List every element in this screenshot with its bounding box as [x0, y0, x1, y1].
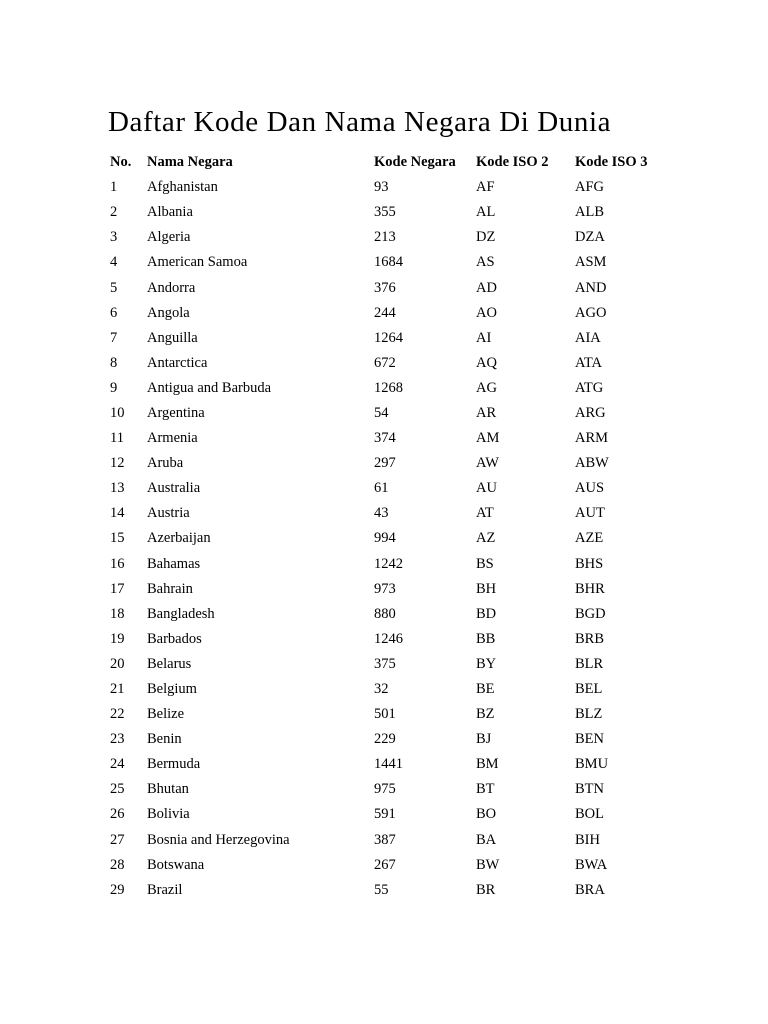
row-iso2: DZ [476, 229, 496, 246]
row-iso3: ATA [575, 354, 603, 371]
table-row [110, 250, 665, 275]
table-row [110, 627, 665, 652]
row-country-code: 61 [374, 480, 389, 497]
table-row [110, 376, 665, 401]
row-country-name: Belize [147, 706, 185, 723]
row-country-name: Bahrain [147, 580, 193, 597]
row-iso2: BO [476, 806, 497, 823]
row-iso3: BRB [575, 630, 605, 647]
table-row [110, 702, 665, 727]
table-row [110, 476, 665, 501]
row-iso3: BIH [575, 831, 600, 848]
row-no: 1 [110, 179, 118, 196]
row-no: 28 [110, 856, 125, 873]
header-country-name: Nama Negara [147, 154, 233, 171]
row-country-code: 672 [374, 354, 396, 371]
row-iso2: AI [476, 329, 492, 346]
table-row [110, 752, 665, 777]
row-country-name: Algeria [147, 229, 191, 246]
row-country-name: Bermuda [147, 756, 201, 773]
row-country-code: 355 [374, 204, 396, 221]
row-iso2: BA [476, 831, 497, 848]
row-no: 9 [110, 379, 118, 396]
row-country-code: 994 [374, 530, 396, 547]
row-iso2: AQ [476, 354, 497, 371]
table-row [110, 451, 665, 476]
row-no: 25 [110, 781, 125, 798]
row-iso2: AT [476, 505, 494, 522]
table-row [110, 225, 665, 250]
row-country-code: 1246 [374, 630, 403, 647]
row-country-code: 973 [374, 580, 396, 597]
header-iso2: Kode ISO 2 [476, 154, 549, 171]
row-country-code: 43 [374, 505, 389, 522]
row-no: 10 [110, 404, 125, 421]
row-iso3: BHR [575, 580, 605, 597]
row-no: 11 [110, 430, 124, 447]
row-iso2: AO [476, 304, 497, 321]
row-country-name: Armenia [147, 430, 198, 447]
row-no: 13 [110, 480, 125, 497]
row-country-name: Antarctica [147, 354, 208, 371]
row-country-code: 975 [374, 781, 396, 798]
row-no: 21 [110, 681, 125, 698]
row-no: 24 [110, 756, 125, 773]
row-no: 27 [110, 831, 125, 848]
header-iso3: Kode ISO 3 [575, 154, 648, 171]
document-title: Daftar Kode Dan Nama Negara Di Dunia [108, 106, 612, 138]
row-iso2: AZ [476, 530, 496, 547]
table-header-row [110, 150, 665, 175]
row-country-name: American Samoa [147, 254, 248, 271]
row-country-name: Benin [147, 731, 182, 748]
table-row [110, 200, 665, 225]
row-iso2: AW [476, 455, 499, 472]
table-row [110, 677, 665, 702]
row-no: 16 [110, 555, 125, 572]
table-row [110, 275, 665, 300]
table-row [110, 326, 665, 351]
header-country-code: Kode Negara [374, 154, 456, 171]
row-iso2: BS [476, 555, 494, 572]
row-iso3: ABW [575, 455, 609, 472]
table-row [110, 401, 665, 426]
row-country-code: 55 [374, 881, 389, 898]
row-iso3: BEN [575, 731, 604, 748]
row-country-code: 374 [374, 430, 396, 447]
row-iso3: BEL [575, 681, 603, 698]
row-country-name: Albania [147, 204, 193, 221]
row-iso3: BLZ [575, 706, 603, 723]
row-no: 6 [110, 304, 118, 321]
row-no: 2 [110, 204, 118, 221]
row-no: 15 [110, 530, 125, 547]
row-iso2: BE [476, 681, 495, 698]
row-iso2: BY [476, 655, 497, 672]
row-country-code: 93 [374, 179, 389, 196]
row-iso2: BW [476, 856, 500, 873]
row-no: 4 [110, 254, 118, 271]
row-iso3: AFG [575, 179, 605, 196]
row-iso3: ASM [575, 254, 607, 271]
row-country-name: Bangladesh [147, 605, 215, 622]
row-iso2: AM [476, 430, 500, 447]
row-iso2: AF [476, 179, 495, 196]
country-code-table [110, 150, 665, 903]
row-no: 19 [110, 630, 125, 647]
row-country-name: Bosnia and Herzegovina [147, 831, 290, 848]
table-row [110, 777, 665, 802]
row-iso3: AIA [575, 329, 601, 346]
row-country-name: Brazil [147, 881, 183, 898]
row-country-code: 1242 [374, 555, 403, 572]
table-row [110, 351, 665, 376]
row-iso3: BLR [575, 655, 604, 672]
row-country-code: 375 [374, 655, 396, 672]
row-country-name: Azerbaijan [147, 530, 211, 547]
row-country-code: 244 [374, 304, 396, 321]
row-iso3: BOL [575, 806, 604, 823]
table-row [110, 426, 665, 451]
table-row [110, 727, 665, 752]
row-country-code: 1684 [374, 254, 403, 271]
row-country-name: Bolivia [147, 806, 190, 823]
row-iso3: AUS [575, 480, 605, 497]
row-no: 29 [110, 881, 125, 898]
row-iso2: BM [476, 756, 499, 773]
row-country-code: 880 [374, 605, 396, 622]
row-no: 12 [110, 455, 125, 472]
row-country-code: 32 [374, 681, 389, 698]
row-no: 8 [110, 354, 118, 371]
row-iso3: AGO [575, 304, 607, 321]
table-row [110, 552, 665, 577]
row-iso3: BGD [575, 605, 606, 622]
row-iso2: BH [476, 580, 497, 597]
row-country-code: 376 [374, 279, 396, 296]
table-row [110, 878, 665, 903]
table-body [110, 175, 665, 903]
row-iso2: BT [476, 781, 495, 798]
row-no: 20 [110, 655, 125, 672]
row-iso3: BMU [575, 756, 609, 773]
row-country-code: 54 [374, 404, 389, 421]
row-country-name: Barbados [147, 630, 202, 647]
row-country-code: 229 [374, 731, 396, 748]
row-no: 23 [110, 731, 125, 748]
table-row [110, 301, 665, 326]
row-country-code: 1441 [374, 756, 403, 773]
row-iso2: AG [476, 379, 497, 396]
header-no: No. [110, 154, 132, 171]
row-country-name: Botswana [147, 856, 205, 873]
row-country-code: 387 [374, 831, 396, 848]
row-country-code: 297 [374, 455, 396, 472]
table-row [110, 526, 665, 551]
table-row [110, 652, 665, 677]
row-country-code: 213 [374, 229, 396, 246]
row-iso2: AR [476, 404, 497, 421]
row-iso3: BRA [575, 881, 605, 898]
row-country-name: Angola [147, 304, 190, 321]
table-row [110, 501, 665, 526]
table-row [110, 828, 665, 853]
row-country-name: Afghanistan [147, 179, 218, 196]
row-iso2: BZ [476, 706, 495, 723]
table-row [110, 175, 665, 200]
row-country-name: Antigua and Barbuda [147, 379, 272, 396]
row-no: 26 [110, 806, 125, 823]
row-country-code: 1268 [374, 379, 403, 396]
row-country-code: 501 [374, 706, 396, 723]
row-iso2: AL [476, 204, 496, 221]
row-iso3: ALB [575, 204, 604, 221]
row-country-name: Austria [147, 505, 190, 522]
row-country-name: Argentina [147, 404, 205, 421]
row-no: 7 [110, 329, 118, 346]
row-iso3: ARG [575, 404, 606, 421]
row-country-code: 1264 [374, 329, 403, 346]
row-iso2: BD [476, 605, 497, 622]
row-iso2: BJ [476, 731, 492, 748]
table-row [110, 802, 665, 827]
row-no: 17 [110, 580, 125, 597]
row-country-name: Andorra [147, 279, 196, 296]
row-country-name: Aruba [147, 455, 184, 472]
row-iso2: BB [476, 630, 496, 647]
row-iso3: BHS [575, 555, 604, 572]
row-iso2: AU [476, 480, 497, 497]
row-iso3: BWA [575, 856, 608, 873]
row-no: 22 [110, 706, 125, 723]
row-iso2: AS [476, 254, 495, 271]
row-iso3: ATG [575, 379, 604, 396]
row-iso2: AD [476, 279, 497, 296]
row-no: 14 [110, 505, 125, 522]
row-no: 3 [110, 229, 118, 246]
table-row [110, 577, 665, 602]
row-iso3: ARM [575, 430, 609, 447]
row-country-name: Australia [147, 480, 201, 497]
row-country-name: Bhutan [147, 781, 189, 798]
row-iso3: AZE [575, 530, 604, 547]
row-iso3: AND [575, 279, 607, 296]
row-country-name: Bahamas [147, 555, 201, 572]
row-iso3: DZA [575, 229, 605, 246]
row-no: 18 [110, 605, 125, 622]
row-no: 5 [110, 279, 118, 296]
table-row [110, 602, 665, 627]
row-iso3: BTN [575, 781, 604, 798]
row-country-name: Belarus [147, 655, 192, 672]
row-country-code: 267 [374, 856, 396, 873]
row-iso2: BR [476, 881, 496, 898]
table-row [110, 853, 665, 878]
row-iso3: AUT [575, 505, 605, 522]
row-country-name: Belgium [147, 681, 197, 698]
row-country-code: 591 [374, 806, 396, 823]
row-country-name: Anguilla [147, 329, 198, 346]
